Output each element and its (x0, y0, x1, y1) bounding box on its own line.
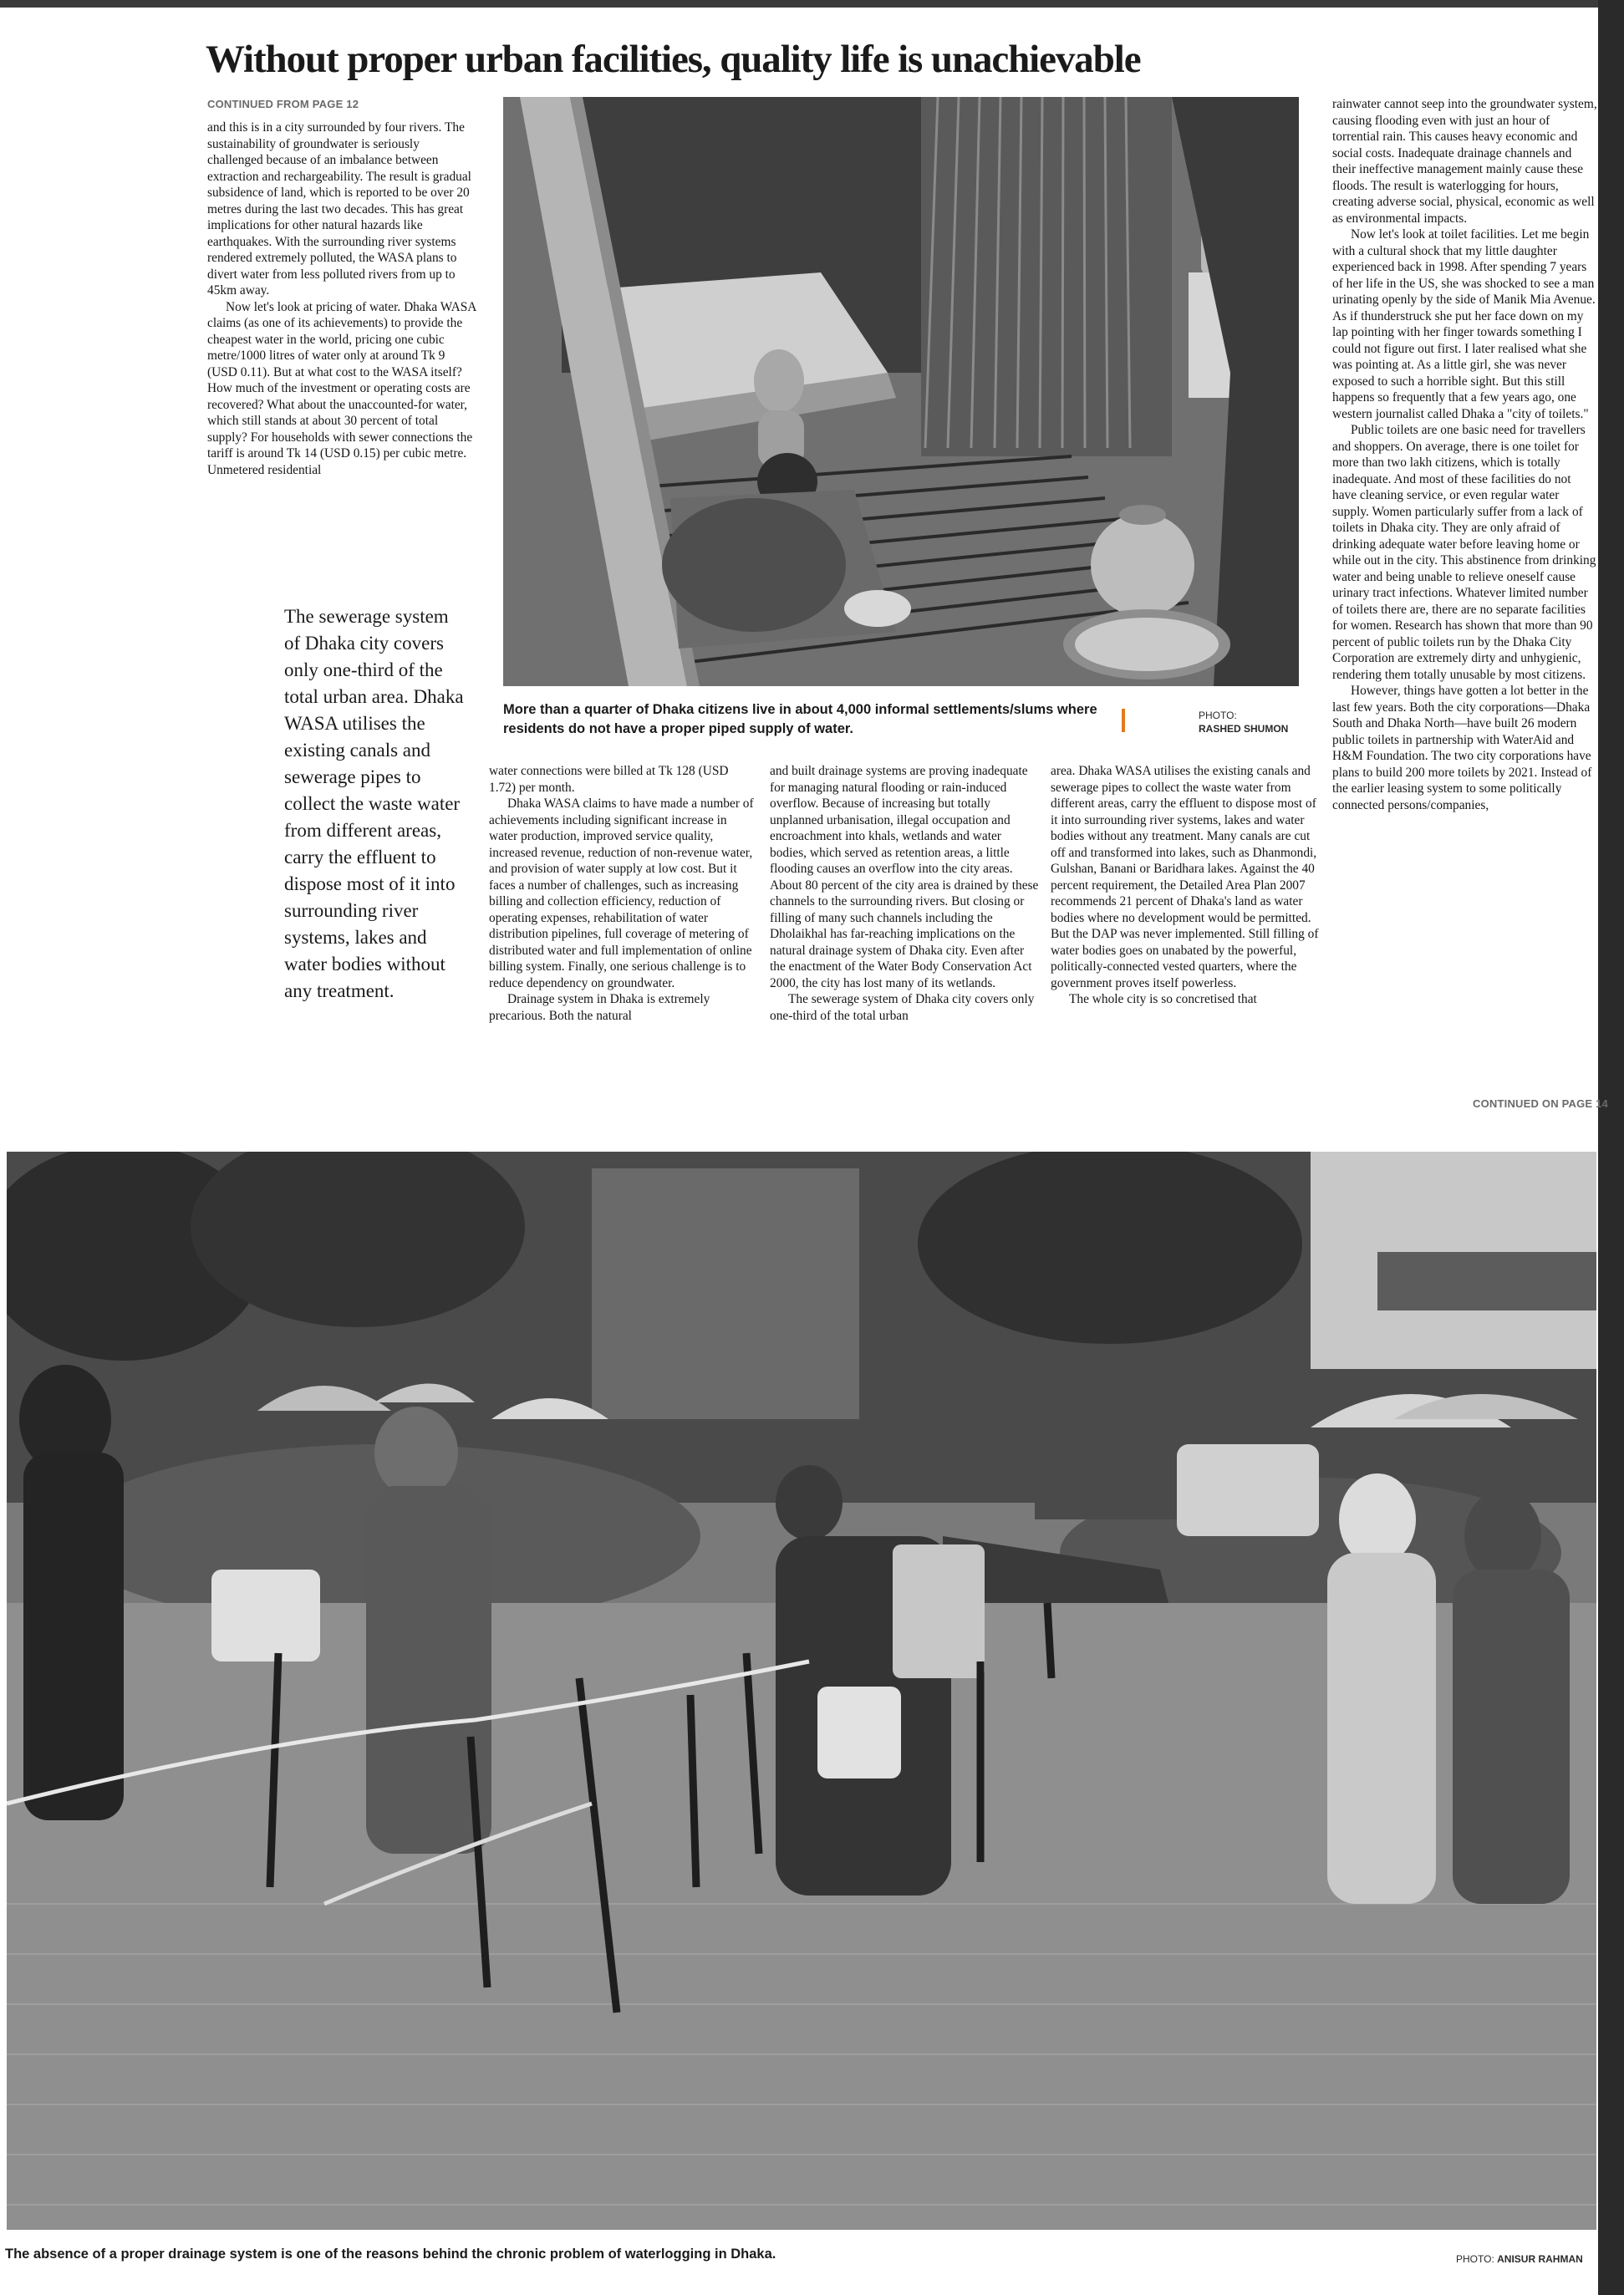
paragraph: However, things have gotten a lot better in the last few years. Both the city corporations—Dhaka South and Dhaka North—have built 26 modern public toilets in partnership with WaterAid and H&M Foundation. The two city corporations have plans to build 200 more toilets by 2021. Instead of the earlier leasing system to some politically connected persons/companies, (1332, 684, 1592, 812)
paragraph: and built drainage systems are proving inadequate for managing natural flooding or rain-induced overflow. Because of increasing but totally unplanned urbanisation, illegal occupation and encroachment into khals, wetlands and water bodies, which served as retention areas, a little flooding causes an overflow into the city areas. About 80 percent of the city area is drained by these channels to the surrounding rivers. But closing or filling of many such channels including the Dholaikhal has far-reaching implications on the natural drainage system of Dhaka city. Even after the enactment of the Water Body Conservation Act 2000, the city has lost many of its wetlands. (770, 764, 1039, 990)
paragraph: and this is in a city surrounded by four rivers. The sustainability of groundwater is seriously challenged because of an imbalance between extraction and rechargeability. The result is gradual subsidence of land, which is reported to be over 20 metres during the last two decades. This has great implications for other natural hazards like earthquakes. With the surrounding river systems rendered extremely polluted, the WASA plans to divert water from less polluted rivers from up to 45km away. (207, 120, 471, 298)
continued-from: CONTINUED FROM PAGE 12 (207, 98, 359, 110)
pull-quote: The sewerage system of Dhaka city covers only one-third of the total urban area. Dhaka WASA utilises the existing canals and sewerage pipes to collect the waste water from different areas, carry the effluent to dispose most of it into surrounding river systems, lakes and water bodies without any treatment. (284, 606, 464, 1001)
paragraph: The sewerage system of Dhaka city covers only one-third of the total urban (770, 992, 1035, 1023)
column-2 (489, 763, 758, 1024)
continued-on: CONTINUED ON PAGE 14 (1473, 1097, 1608, 1110)
slum-photo-illustration (503, 97, 1299, 686)
paragraph: The whole city is so concretised that (1069, 992, 1257, 1006)
paragraph: rainwater cannot seep into the groundwater system, causing flooding even with just an hour of torrential rain. This causes heavy economic and social costs. Inadequate drainage channels and their ineffective management mainly cause these floods. The result is waterlogging for hours, creating adverse social, physical, economic as well as environmental impacts. (1332, 97, 1597, 226)
page-edge (1598, 0, 1624, 2295)
headline: Without proper urban facilities, quality life is unachievable (206, 38, 1141, 81)
top-rule (0, 0, 1624, 8)
paragraph: Dhaka WASA claims to have made a number of achievements including significant increase in water production, improved service quality, increased revenue, reduction of non-revenue water, and provision of water supply at low cost. But it faces a number of challenges, such as increasing billing and collection efficiency, reduction of operating expenses, rehabilitation of water distribution pipelines, full coverage of metering of distributed water and full implementation of online billing system. Finally, one serious challenge is to reduce dependency on groundwater. (489, 796, 754, 990)
column-3 (770, 763, 1039, 1024)
column-4 (1051, 763, 1320, 1008)
photo-credit (1456, 2253, 1583, 2265)
paragraph: Now let's look at pricing of water. Dhaka WASA claims (as one of its achievements) to provide the cheapest water in the world, pricing one cubic metre/1000 litres of water only at around Tk 9 (USD 0.11). But at what cost to the WASA itself? How much of the investment or operating costs are recovered? What about the unaccounted-for water, which still stands at about 30 percent of total supply? For households with sewer connections the tariff is around Tk 14 (USD 0.15) per cubic metre. Unmetered residential (207, 299, 476, 477)
photo-caption: More than a quarter of Dhaka citizens live in about 4,000 informal settlements/slums where residents do not have a proper piped supply of water. (503, 702, 1097, 736)
credit-name: RASHED SHUMON (1199, 723, 1289, 735)
column-5 (1332, 96, 1598, 813)
waterlogging-photo-illustration (7, 1152, 1596, 2230)
waterlogging-photo (7, 1152, 1596, 2230)
photo-caption: The absence of a proper drainage system is one of the reasons behind the chronic problem of waterlogging in Dhaka. (5, 2247, 776, 2262)
paragraph: area. Dhaka WASA utilises the existing canals and sewerage pipes to collect the waste water from different areas, carry the effluent to dispose most of it into surrounding river systems, lakes and water bodies without any treatment. Many canals are cut off and transformed into lakes, such as Dhanmondi, Gulshan, Banani or Baridhara lakes. Against the 40 percent requirement, the Detailed Area Plan 2007 recommends 21 percent of Dhaka's land as water bodies where no development would be permitted. But the DAP was never implemented. Still filling of water bodies goes on unabated by the powerful, politically-connected vested quarters, where the government proves itself powerless. (1051, 764, 1319, 990)
paragraph: Public toilets are one basic need for travellers and shoppers. On average, there is one toilet for more than two lakh citizens, which is totally inadequate. And most of these facilities do not have cleaning service, or even regular water supply. Women particularly suffer from a lack of toilets in Dhaka city. They are only afraid of drinking adequate water before leaving home or while out in the city. This abstinence from drinking water and being unable to relieve oneself cause urinary tract infections. Whatever limited number of toilets there are, there are no separate facilities for women. Research has shown that more than 90 percent of public toilets run by the Dhaka City Corporation are extremely dirty and unhygienic, rendering them totally unusable by most citizens. (1332, 423, 1596, 682)
credit-name: ANISUR RAHMAN (1497, 2253, 1583, 2265)
caption-accent-rule (1122, 709, 1125, 732)
slum-photo (503, 97, 1299, 686)
column-1 (207, 120, 476, 478)
credit-label: PHOTO: (1199, 710, 1237, 721)
paragraph: water connections were billed at Tk 128 (USD 1.72) per month. (489, 764, 729, 795)
photo-credit (1199, 709, 1288, 735)
paragraph: Now let's look at toilet facilities. Let me begin with a cultural shock that my little daughter experienced back in 1998. After spending 7 years of her life in the US, she was shocked to see a man urinating openly by the side of Manik Mia Avenue. As if thunderstruck she put her face down on my lap pointing with her finger towards something I could not figure out first. I later realised what she was pointing at. As a little girl, she was never exposed to such a horrible sight. But this still happens so frequently that a few years ago, one western journalist called Dhaka a "city of toilets." (1332, 227, 1596, 421)
credit-label: PHOTO: (1456, 2253, 1494, 2265)
paragraph: Drainage system in Dhaka is extremely precarious. Both the natural (489, 992, 710, 1023)
